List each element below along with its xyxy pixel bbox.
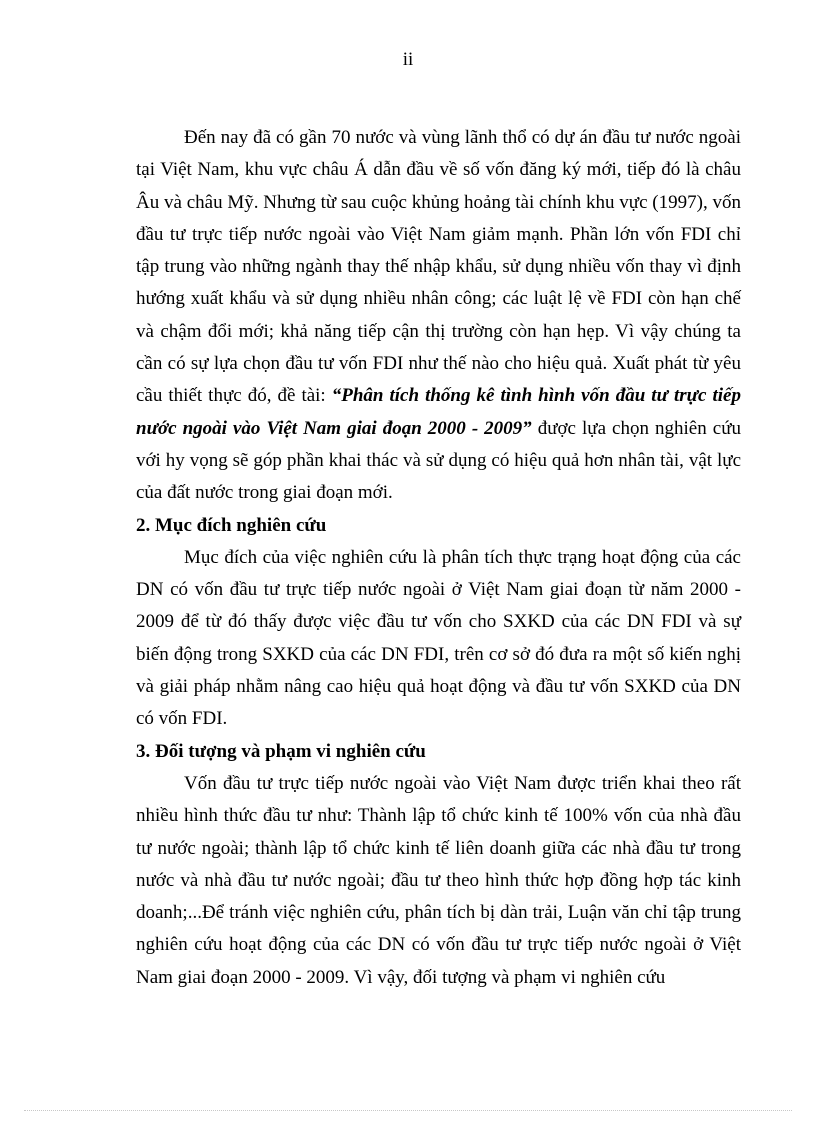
section-3-heading: 3. Đối tượng và phạm vi nghiên cứu [136,740,426,762]
intro-text-before: Đến nay đã có gần 70 nước và vùng lãnh thổ có dự án đầu tư nước ngoài tại Việt Nam, khu vực châu Á dẫn đầu về số vốn đăng ký mới, tiếp đó là châu Âu và châu Mỹ. Nhưng từ sau cuộc khủng hoảng tài chính khu vực (1997), vốn đầu tư trực tiếp nước ngoài vào Việt Nam giảm mạnh. Phần lớn vốn FDI chỉ tập trung vào những ngành thay thế nhập khẩu, sử dụng nhiều vốn thay vì định hướng xuất khẩu và sử dụng nhiều nhân công; các luật lệ về FDI còn hạn chế và chậm đổi mới; khả năng tiếp cận thị trường còn hạn hẹp. Vì vậy chúng ta cần có sự lựa chọn đầu tư vốn FDI như thế nào cho hiệu quả. Xuất phát từ yêu cầu thiết thực đó, đề tài: [136,127,741,407]
intro-text-after: được lựa chọn nghiên cứu với hy vọng sẽ góp phần khai thác và sử dụng có hiệu quả hơn nhân tài, vật lực của đất nước trong giai đoạn mới. [136,417,741,504]
document-body [136,122,741,994]
section-2-paragraph: Mục đích của việc nghiên cứu là phân tích thực trạng hoạt động của các DN có vốn đầu tư trực tiếp nước ngoài ở Việt Nam giai đoạn từ năm 2000 - 2009 để từ đó thấy được việc đầu tư vốn cho SXKD của các DN FDI và sự biến động trong SXKD của các DN FDI, trên cơ sở đó đưa ra một số kiến nghị và giải pháp nhằm nâng cao hiệu quả hoạt động và đầu tư vốn SXKD của DN có vốn FDI. [136,546,741,730]
section-3-paragraph: Vốn đầu tư trực tiếp nước ngoài vào Việt Nam được triển khai theo rất nhiều hình thức đầu tư như: Thành lập tổ chức kinh tế 100% vốn của nhà đầu tư nước ngoài; thành lập tổ chức kinh tế liên doanh giữa các nhà đầu tư trong nước và nhà đầu tư nước ngoài; đầu tư theo hình thức hợp đồng hợp tác kinh doanh;...Để tránh việc nghiên cứu, phân tích bị dàn trải, Luận văn chỉ tập trung nghiên cứu hoạt động của các DN có vốn đầu tư trực tiếp nước ngoài ở Việt Nam giai đoạn 2000 - 2009. Vì vậy, đối tượng và phạm vi nghiên cứu [136,772,741,988]
page-bottom-divider [24,1110,792,1111]
intro-paragraph [136,122,741,510]
page-number: ii [402,49,414,70]
thesis-title: “Phân tích thống kê tình hình vốn đầu tư trực tiếp nước ngoài vào Việt Nam giai đoạn 2000 - 2009” [136,385,741,439]
section-2-heading: 2. Mục đích nghiên cứu [136,514,327,536]
